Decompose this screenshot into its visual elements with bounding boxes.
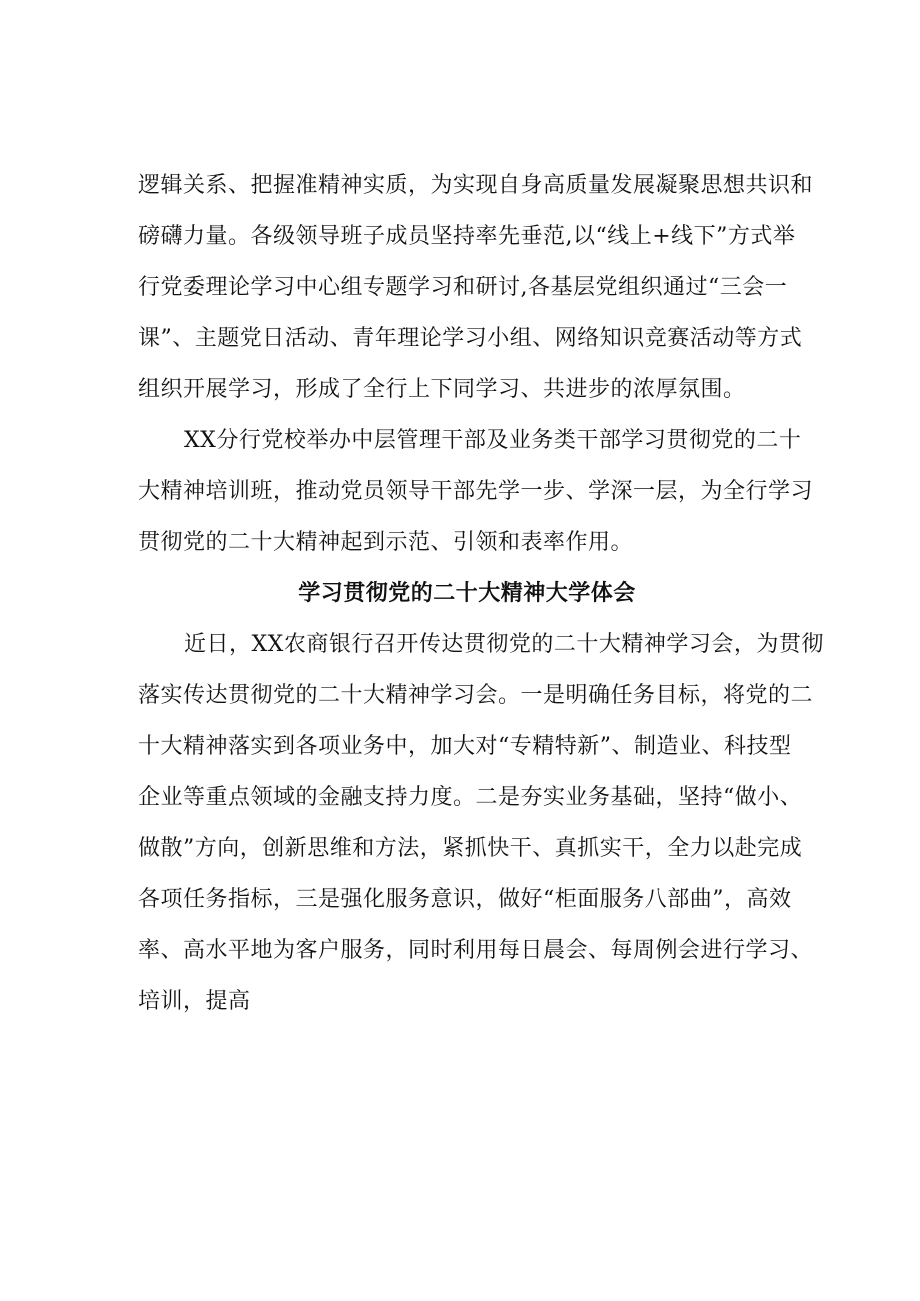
- text-line: 培训，提高: [138, 989, 251, 1014]
- text-line: 大精神培训班，推动党员领导干部先学一步、学深一层，为全行学习: [138, 479, 814, 504]
- text-line: 企业等重点领域的金融支持力度。二是夯实业务基础，坚持“做小、: [138, 785, 803, 810]
- paragraph-2: [138, 415, 814, 568]
- text-line: 磅礴力量。各级领导班子成员坚持率先垂范,以“线上+线下”方式举: [138, 224, 796, 249]
- text-line: 各项任务指标，三是强化服务意识，做好“柜面服务八部曲”，高效: [138, 887, 792, 912]
- document-body: [138, 160, 824, 1027]
- text-line: 率、高水平地为客户服务，同时利用每日晨会、每周例会进行学习、: [138, 938, 814, 963]
- paragraph-3: [138, 619, 824, 1027]
- text-line: 十大精神落实到各项业务中，加大对“专精特新”、制造业、科技型: [138, 734, 792, 759]
- text-line: 行党委理论学习中心组专题学习和研讨,各基层党组织通过“三会一: [138, 275, 788, 300]
- text-line: 逻辑关系、把握准精神实质，为实现自身高质量发展凝聚思想共识和: [138, 173, 814, 198]
- section-heading: 学习贯彻党的二十大精神大学体会: [298, 580, 636, 606]
- text-line: 组织开展学习，形成了全行上下同学习、共进步的浓厚氛围。: [138, 377, 746, 402]
- text-line: 课”、主题党日活动、青年理论学习小组、网络知识竞赛活动等方式: [138, 326, 803, 351]
- text-line: XX分行党校举办中层管理干部及业务类干部学习贯彻党的二十: [184, 428, 802, 453]
- text-line: 做散”方向，创新思维和方法，紧抓快干、真抓实干，全力以赴完成: [138, 836, 803, 861]
- text-line: 贯彻党的二十大精神起到示范、引领和表率作用。: [138, 530, 634, 555]
- paragraph-1: [138, 160, 814, 415]
- text-line: 近日，XX农商银行召开传达贯彻党的二十大精神学习会，为贯彻: [184, 632, 824, 657]
- text-line: 落实传达贯彻党的二十大精神学习会。一是明确任务目标，将党的二: [138, 683, 814, 708]
